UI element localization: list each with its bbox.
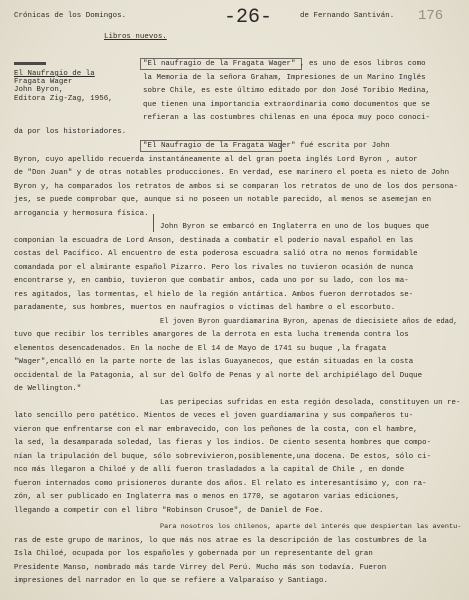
book-ref-line-3: John Byron, (14, 86, 64, 94)
text-line: "El naufragio de la Fragata Wager" , es uno de esos libros como (143, 60, 426, 68)
text-line: Presidente Manso, nombrado más tarde Virrey del Perú. Mucho más son todavía. Fueron (14, 564, 387, 572)
text-line: que tienen una importancia extraordinaria como documentos que se (143, 101, 431, 109)
text-line: paradamente, sus hombres, muertos en naufragios o víctimas del hambre o el escorbuto. (14, 304, 396, 312)
text-line: res agitados, las tormentas, el hielo de la región antártica. Ambos fueron derrotados se- (14, 291, 414, 299)
text-line: componían la escuadra de Lord Anson, destinada a combatir el poderío naval español en las (14, 237, 414, 245)
text-line: Las peripecias sufridas en esta región desolada, constituyen un re- (160, 399, 461, 407)
text-line: zón, al ser publicado en Inglaterra mas o menos en 1770, se agotaron varias ediciones, (14, 493, 400, 501)
margin-stroke (153, 214, 154, 232)
folio-number: 176 (418, 8, 444, 24)
text-line: impresiones del narrador en lo que se refiere a Valparaíso y Santiago. (14, 577, 328, 585)
text-line: la Memoria de la señora Graham, Impresiones de un Marino Inglés (143, 74, 426, 82)
section-title: Crónicas de los Domingos. (14, 12, 127, 20)
author-line: de Fernando Santiván. (300, 12, 395, 20)
page-number: -26- (224, 6, 273, 29)
text-line: arrogancia y hermosura física. (14, 210, 149, 218)
text-line: comandada por el almirante español Pizarro. Pero los rivales no tuvieron ocasión de nunca (14, 264, 414, 272)
column-title: Libros nuevos. (104, 33, 167, 41)
text-line: jes, se puede comprobar que, aunque si no poseen un notable parecido, al menos se asemejan en (14, 196, 432, 204)
strikeout-mark (14, 62, 46, 65)
text-line: lato sencillo pero patético. Mientos de veces el joven guardiamarina y sus compañeros tu- (14, 412, 414, 420)
text-line: "Wager",encalló en la parte norte de las islas Guayanecos, que están situadas en la costa (14, 358, 414, 366)
book-ref-line-4: Editora Zig-Zag, 1956, (14, 95, 113, 103)
text-line: elementos desencadenados. En la noche de El 14 de Mayo de 1741 su buque ,la fragata (14, 345, 387, 353)
text-line: El joven Byron guardiamarina Byron, apenas de diecisiete años de edad, (160, 318, 458, 326)
text-line: sobre Chile, es este último editado por don José Toribio Medina, (143, 87, 431, 95)
book-ref-line-1: El Naufragio de la (14, 70, 95, 78)
book-ref-line-2: Fragata Wager (14, 78, 73, 86)
text-line: Isla Chiloé, ocupada por los españoles y gobernada por un representante del gran (14, 550, 373, 558)
text-line: Para nosotros los chilenos, aparte del interés que despiertan las aventu- (160, 523, 462, 531)
text-line: Byron, cuyo apellido recuerda instantáneamente al del gran poeta inglés Lord Byron , autor (14, 156, 418, 164)
text-line: tuvo que recibir los terribles amargores de la derrota en esta lucha tremenda contra los (14, 331, 409, 339)
text-line: llegando a competir con el libro "Robinson Crusoe", de Daniel de Foe. (14, 507, 324, 515)
text-line: nco más llegaron a Chiloé y de allí fueron trasladados a la capital de Chile , en donde (14, 466, 405, 474)
text-line: vieron que enfrentarse con el mar embravecido, con los peñones de la costa, con el hambre, (14, 426, 418, 434)
text-line: fueron internados como prisioneros durante dos años. El relato es interesantísimo y, con ra- (14, 480, 427, 488)
text-line: John Byron se embarcó en Inglaterra en uno de los buques que (160, 223, 430, 231)
text-line: la sed, la desamparada soledad, las fieras y los indios. De ciento sesenta hombres que compo- (14, 439, 432, 447)
text-line: "El Naufragio de la Fragata Wager" fué escrita por John (143, 142, 390, 150)
text-line: ras de este grupo de marinos, lo que más nos atrae es la descripción de las costumbres de la (14, 537, 427, 545)
text-line: nían la tripulación del buque, sólo sobrevivieron,posiblemente,una docena. De estos, sólo ci- (14, 453, 432, 461)
text-line: Byron y, ha comparados los retratos de ambos si se comparan los retratos de uno de los dos persona- (14, 183, 459, 191)
text-line: de Wellington." (14, 385, 82, 393)
text-line: costas del Pacífico. Al encuentro de esta poderosa escuadra salió otra no menos formidable (14, 250, 418, 258)
text-line: occidental de la Patagonia, al sur del Golfo de Penas y al norte del archipiélago del Duque (14, 372, 423, 380)
text-line: refieran a las costumbres chilenas en una época muy poco conoci- (143, 114, 431, 122)
text-line: de "Don Juan" y de otras notables producciones. En verdad, ese marinero el poeta es nieto de John (14, 169, 450, 177)
text-line: da por los historiadores. (14, 128, 127, 136)
text-line: encontrarse y, en cambio, tuvieron que combatir ambos, cada uno por su lado, con los ma- (14, 277, 409, 285)
